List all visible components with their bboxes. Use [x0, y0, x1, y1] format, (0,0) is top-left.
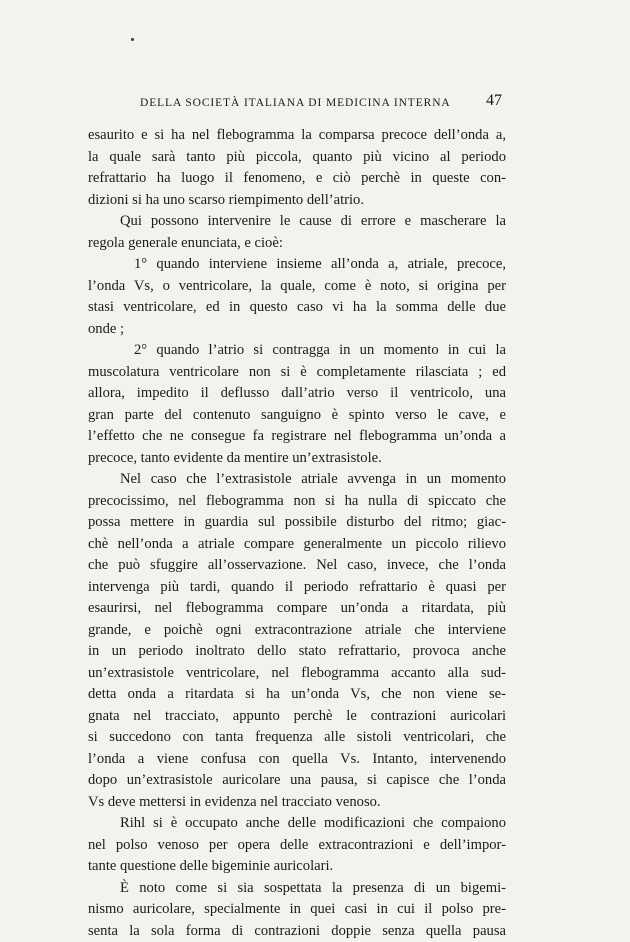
text-line: precoce, tanto evidente da mentire un’extrasistole.: [88, 448, 506, 470]
text-line: refrattario ha luogo il fenomeno, e ciò perchè in queste con-: [88, 168, 506, 190]
text-line: si succedono con tanta frequenza alle sistoli ventricolari, che: [88, 727, 506, 749]
text-line: gnata nel tracciato, appunto perchè le contrazioni auricolari: [88, 706, 506, 728]
text-line: muscolatura ventricolare non si è completamente rilasciata ; ed: [88, 362, 506, 384]
page-number: 47: [486, 90, 502, 112]
text-line: esaurirsi, nel flebogramma compare un’onda a ritardata, più: [88, 598, 506, 620]
text-line: stasi ventricolare, ed in questo caso vi ha la somma delle due: [88, 297, 506, 319]
text-line: onde ;: [88, 319, 506, 341]
text-line: 2° quando l’atrio si contragga in un momento in cui la: [88, 340, 506, 362]
text-line: in un periodo inoltrato dello stato refrattario, provoca anche: [88, 641, 506, 663]
text-line: intervenga più tardi, quando il periodo refrattario è quasi per: [88, 577, 506, 599]
text-line: che può sfuggire all’osservazione. Nel caso, invece, che l’onda: [88, 555, 506, 577]
text-line: gran parte del contenuto sanguigno è spinto verso le cave, e: [88, 405, 506, 427]
text-line: senta la sola forma di contrazioni doppie senza quella pausa: [88, 921, 506, 942]
text-line: Vs deve mettersi in evidenza nel tracciato venoso.: [88, 792, 506, 814]
text-line: Qui possono intervenire le cause di errore e mascherare la: [88, 211, 506, 233]
text-line: nismo auricolare, specialmente in quei casi in cui il polso pre-: [88, 899, 506, 921]
text-line: un’extrasistole ventricolare, nel flebogramma accanto alla sud-: [88, 663, 506, 685]
running-header: [140, 92, 510, 114]
text-line: dopo un’extrasistole auricolare una pausa, si capisce che l’onda: [88, 770, 506, 792]
page-speck: [131, 38, 134, 41]
text-line: nel polso venoso per opera delle extracontrazioni e dell’impor-: [88, 835, 506, 857]
text-line: allora, impedito il deflusso dall’atrio verso il ventricolo, una: [88, 383, 506, 405]
text-line: grande, e poichè ogni extracontrazione atriale che interviene: [88, 620, 506, 642]
text-line: l’onda a viene confusa con quella Vs. Intanto, intervenendo: [88, 749, 506, 771]
text-line: la quale sarà tanto più piccola, quanto più vicino al periodo: [88, 147, 506, 169]
text-line: 1° quando interviene insieme all’onda a, atriale, precoce,: [88, 254, 506, 276]
text-line: tante questione delle bigeminie auricolari.: [88, 856, 506, 878]
text-line: regola generale enunciata, e cioè:: [88, 233, 506, 255]
text-line: dizioni si ha uno scarso riempimento dell’atrio.: [88, 190, 506, 212]
running-title: DELLA SOCIETÀ ITALIANA DI MEDICINA INTERNA: [140, 92, 451, 114]
text-line: possa mettere in guardia sul possibile disturbo del ritmo; giac-: [88, 512, 506, 534]
text-line: l’effetto che ne consegue fa registrare nel flebogramma un’onda a: [88, 426, 506, 448]
text-line: È noto come si sia sospettata la presenza di un bigemi-: [88, 878, 506, 900]
text-line: l’onda Vs, o ventricolare, la quale, come è noto, si origina per: [88, 276, 506, 298]
text-line: chè nell’onda a atriale compare generalmente un piccolo rilievo: [88, 534, 506, 556]
text-line: precocissimo, nel flebogramma non si ha nulla di spiccato che: [88, 491, 506, 513]
text-line: detta onda a ritardata si ha un’onda Vs, che non viene se-: [88, 684, 506, 706]
text-line: Rihl si è occupato anche delle modificazioni che compaiono: [88, 813, 506, 835]
body-text: [88, 125, 506, 942]
text-line: Nel caso che l’extrasistole atriale avvenga in un momento: [88, 469, 506, 491]
text-line: esaurito e si ha nel flebogramma la comparsa precoce dell’onda a,: [88, 125, 506, 147]
